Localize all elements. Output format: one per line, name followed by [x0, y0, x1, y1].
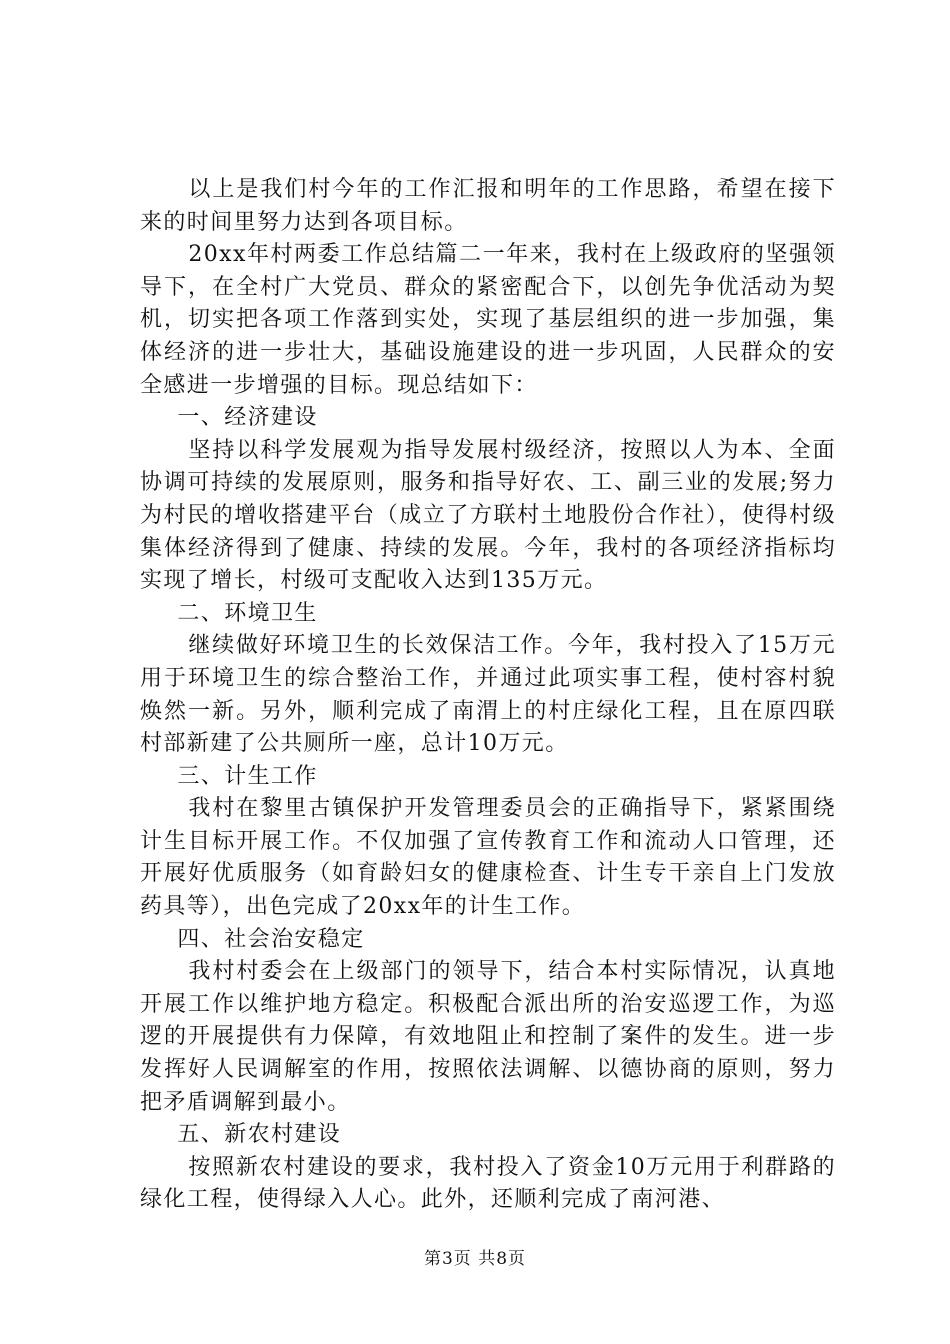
section-heading-environment: 二、环境卫生: [177, 600, 318, 626]
page-number-footer: 第3页 共8页: [423, 1249, 527, 1269]
section-heading-new-countryside: 五、新农村建设: [177, 1122, 342, 1148]
paragraph-public-security: 我村村委会在上级部门的领导下，结合本村实际情况，认真地开展工作以维护地方稳定。积极配合派出所的治安巡逻工作，为巡逻的开展提供有力保障，有效地阻止和控制了案件的发生。进一步发挥好人民调解室的作用，按照依法调解、以德协商的原则，努力把矛盾调解到最小。: [140, 959, 836, 1115]
paragraph-intro: 20xx年村两委工作总结篇二一年来，我村在上级政府的坚强领导下，在全村广大党员、群众的紧密配合下，以创先争优活动为契机，切实把各项工作落到实处，实现了基层组织的进一步加强，集体经济的进一步壮大，基础设施建设的进一步巩固，人民群众的安全感进一步增强的目标。现总结如下：: [140, 242, 836, 398]
paragraph-new-countryside: 按照新农村建设的要求，我村投入了资金10万元用于利群路的绿化工程，使得绿入人心。此外，还顺利完成了南河港、: [140, 1154, 836, 1213]
section-heading-family-planning: 三、计生工作: [177, 763, 318, 789]
paragraph-economy: 坚持以科学发展观为指导发展村级经济，按照以人为本、全面协调可持续的发展原则，服务和指导好农、工、副三业的发展;努力为村民的增收搭建平台（成立了方联村土地股份合作社），使得村级集体经济得到了健康、持续的发展。今年，我村的各项经济指标均实现了增长，村级可支配收入达到135万元。: [140, 437, 836, 594]
section-heading-public-security: 四、社会治安稳定: [177, 926, 365, 952]
paragraph-closing-summary: 以上是我们村今年的工作汇报和明年的工作思路，希望在接下来的时间里努力达到各项目标。: [140, 177, 836, 235]
paragraph-environment: 继续做好环境卫生的长效保洁工作。今年，我村投入了15万元用于环境卫生的综合整治工作，并通过此项实事工程，使村容村貌焕然一新。另外，顺利完成了南渭上的村庄绿化工程，且在原四联村部新建了公共厕所一座，总计10万元。: [140, 633, 836, 757]
section-heading-economy: 一、经济建设: [177, 405, 318, 431]
document-body: [140, 174, 836, 1217]
paragraph-family-planning: 我村在黎里古镇保护开发管理委员会的正确指导下，紧紧围绕计生目标开展工作。不仅加强了宣传教育工作和流动人口管理，还开展好优质服务（如育龄妇女的健康检查、计生专干亲自上门发放药具等），出色完成了20xx年的计生工作。: [140, 796, 836, 920]
